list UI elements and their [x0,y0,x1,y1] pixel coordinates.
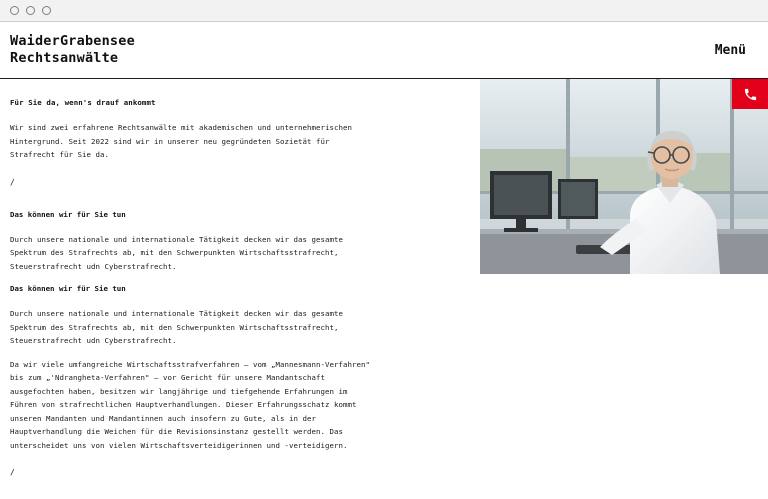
phone-icon [743,87,758,102]
hero-photo-illustration [480,79,768,274]
lede-heading: Für Sie da, wenn's drauf ankommt [10,98,156,107]
section-paragraph-1: Durch unsere nationale und internationale Tätigkeit decken wir das gesamte Spektrum des Strafrechts ab, mit den Schwerpunkten Wirtschaftsstrafrecht, Steuerstrafrecht udn Cyberstrafrecht. [10,234,343,271]
hero-image [480,79,768,274]
menu-button[interactable]: Menü [714,42,746,58]
window-maximize-dot[interactable] [42,6,51,15]
brand-line-2: Rechtsanwälte [10,50,119,66]
section-paragraph-2: Durch unsere nationale und internationale Tätigkeit decken wir das gesamte Spektrum des Strafrechts ab, mit den Schwerpunkten Wirtschaftsstrafrecht, Steuerstrafrecht udn Cyberstrafrecht. [10,309,343,345]
brand-line-1: WaiderGrabensee [10,33,135,49]
site-header [0,22,768,79]
section-divider-2: / [10,468,15,477]
window-close-dot[interactable] [10,6,19,15]
article-text-column [10,97,378,499]
section-divider-1: / [10,177,15,187]
window-minimize-dot[interactable] [26,6,35,15]
section-heading-1: Das können wir für Sie tun [10,209,126,219]
intro-paragraph: Wir sind zwei erfahrene Rechtsanwälte mit akademischen und unternehmerischen Hintergrund. Seit 2022 sind wir in unserer neu gegründeten Sozietät für Strafrecht für Sie da. [10,123,352,159]
section-heading-2: Das können wir für Sie tun [10,284,126,293]
main-content [0,79,768,477]
phone-call-button[interactable] [732,79,768,109]
site-logo[interactable] [10,33,135,67]
browser-window-bar [0,0,768,22]
section-paragraph-3: Da wir viele umfangreiche Wirtschaftsstrafverfahren – vom „Mannesmann-Verfahren" bis zum „'Ndrangheta-Verfahren" – vor Gericht für unsere Mandantschaft ausgefochten haben, besitzen wir langjährige und tiefgehende Erfahrungen im Führen von strafrechtlichen Hauptverhandlungen. Dieser Erfahrungsschatz kommt unseren Mandanten und Mandantinnen auch insofern zu Gute, als in der Hauptverhandlung die Weichen für die Revisionsinstanz gestellt werden. Das unterscheidet uns von vielen Wirtschaftsverteidigerinnen und -verteidigern. [10,359,370,450]
